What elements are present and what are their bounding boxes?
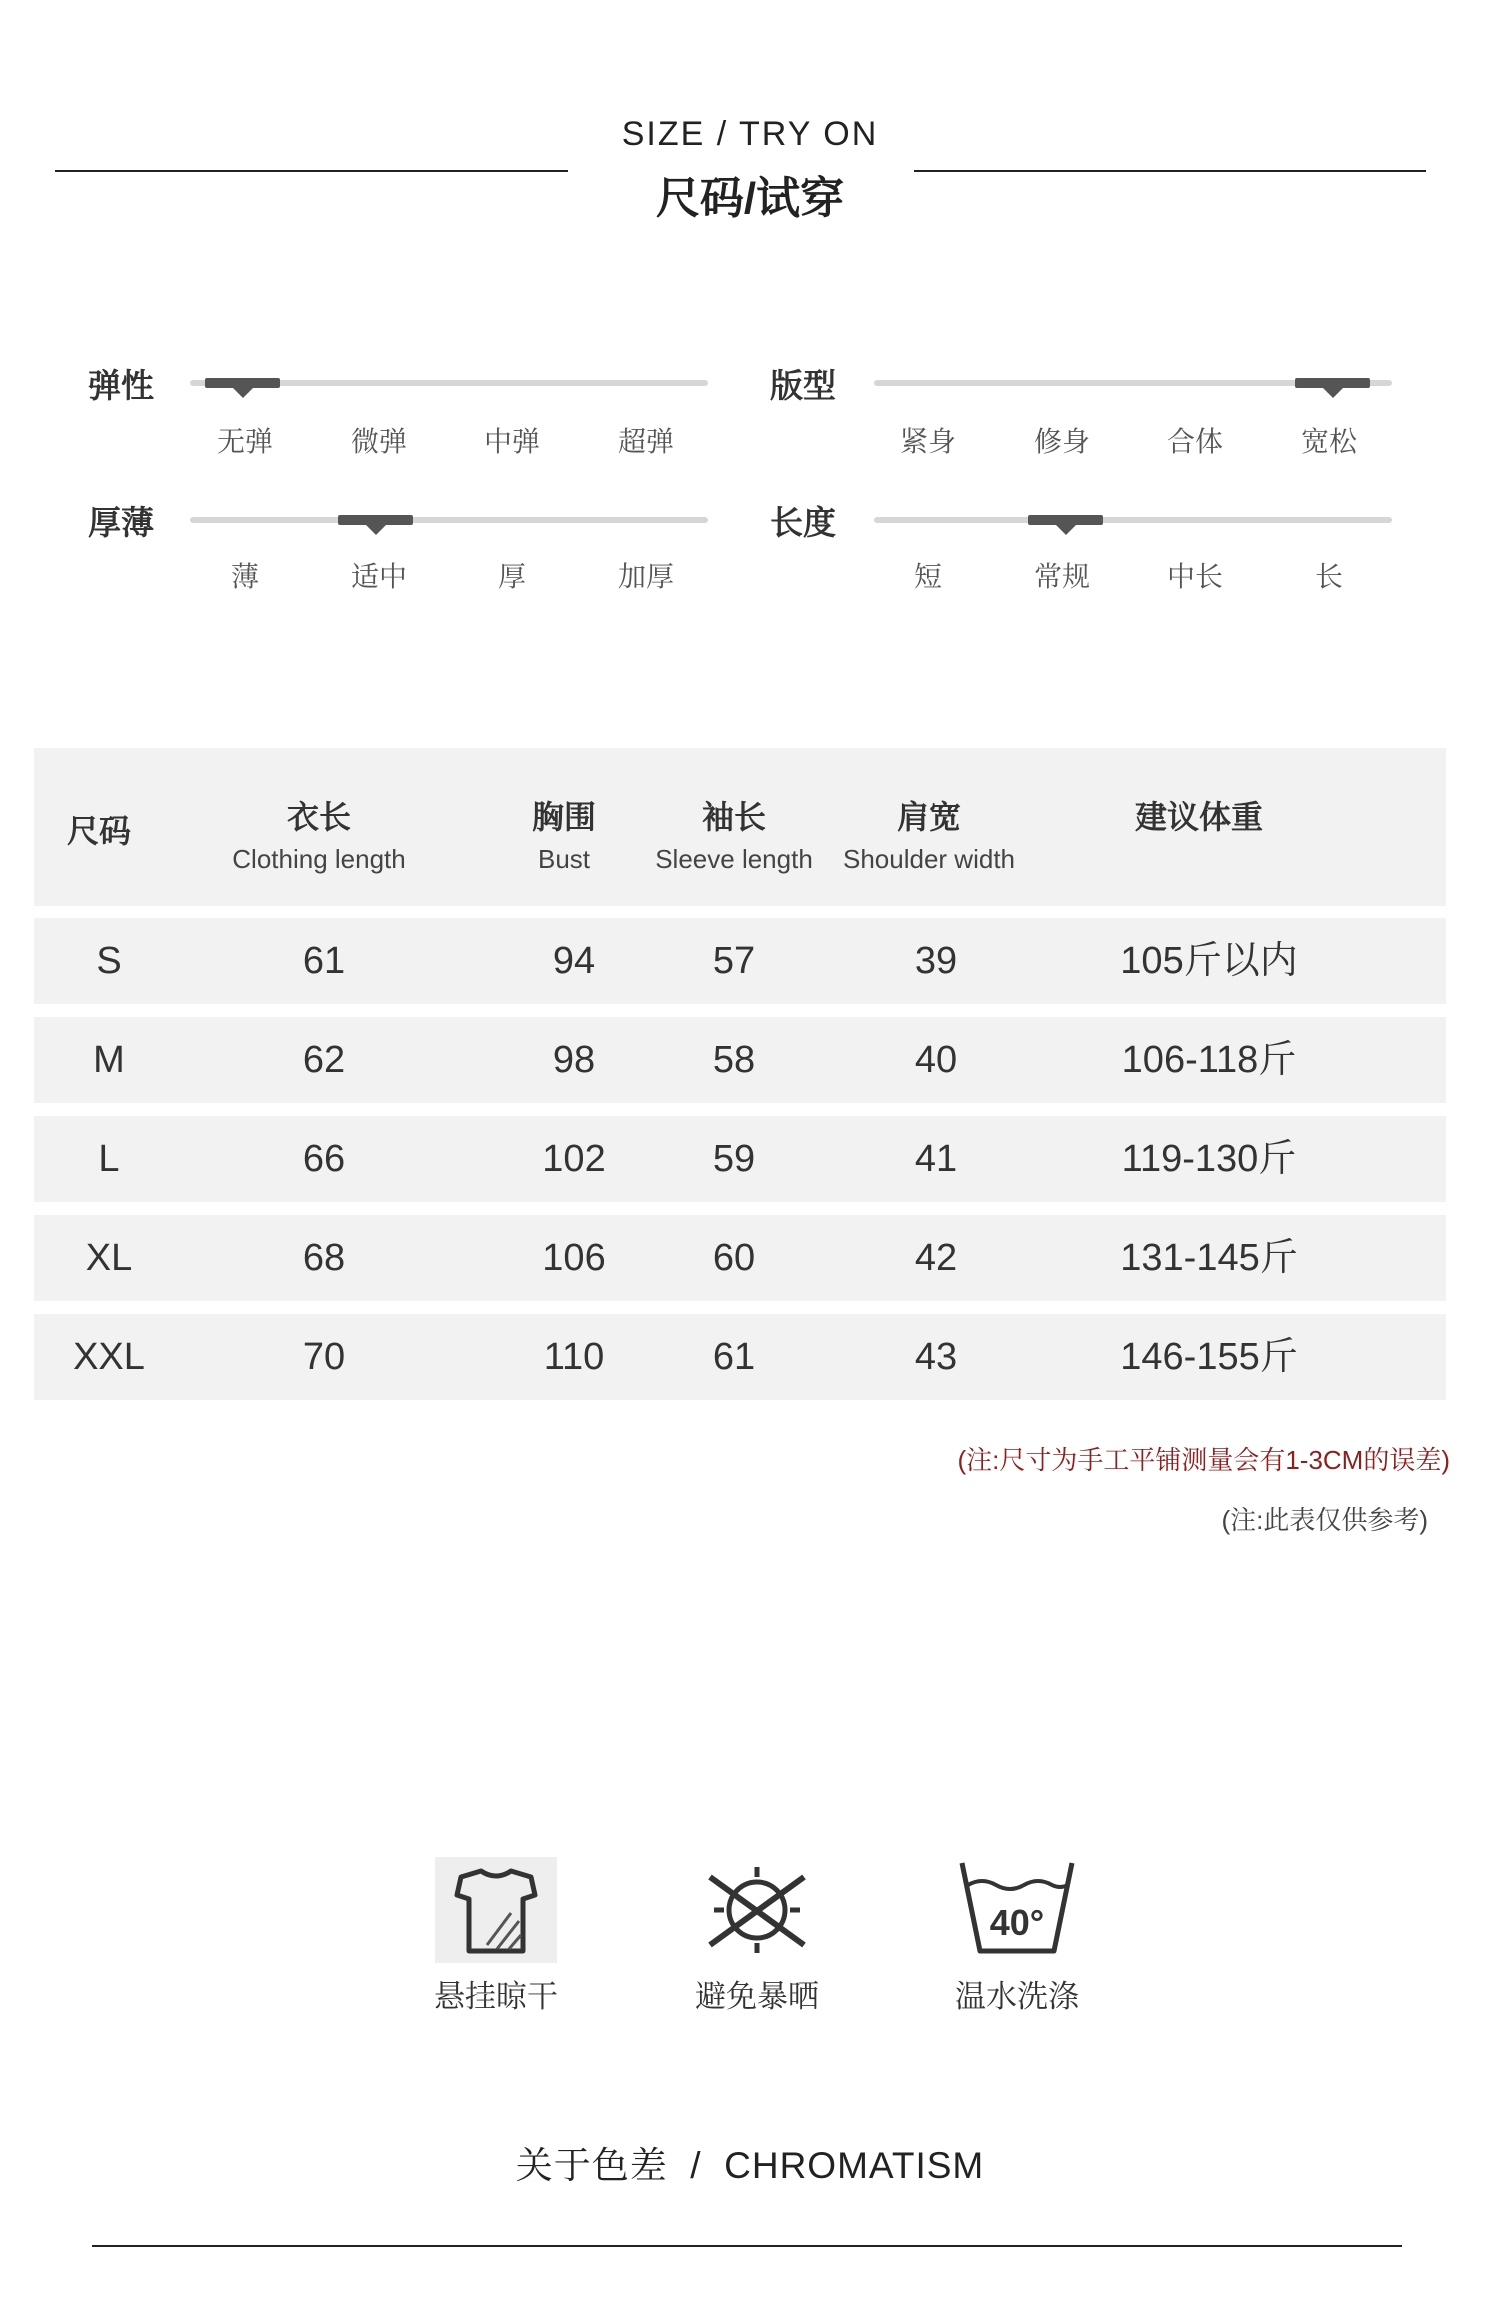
attribute-option: 加厚 — [617, 561, 674, 592]
cell-weight: 131-145斤 — [1120, 1237, 1298, 1279]
column-header-en: Bust — [537, 844, 591, 874]
attribute-label: 版型 — [770, 367, 836, 404]
cell-size: XL — [85, 1237, 133, 1279]
attribute-option: 修身 — [1033, 426, 1090, 457]
column-header-cn: 胸围 — [531, 799, 596, 835]
attribute-option: 紧身 — [899, 426, 956, 457]
care-hang-dry — [416, 1855, 576, 2016]
cell-sleeve: 61 — [712, 1336, 756, 1378]
table-row — [34, 1215, 1446, 1301]
attribute-option: 中弹 — [483, 426, 540, 457]
attribute-option: 常规 — [1033, 561, 1090, 592]
column-header-cn: 衣长 — [286, 799, 351, 835]
attribute-marker — [1028, 515, 1103, 525]
cell-shoulder: 43 — [914, 1336, 958, 1378]
section-title-en: SIZE / TRY ON — [621, 115, 879, 153]
cell-bust: 110 — [543, 1336, 605, 1378]
cell-length: 68 — [302, 1237, 346, 1279]
table-row — [34, 918, 1446, 1004]
attribute-option: 长 — [1314, 561, 1343, 592]
attribute-option: 合体 — [1166, 426, 1223, 457]
column-header-bust — [494, 792, 634, 875]
cell-weight: 146-155斤 — [1120, 1336, 1298, 1378]
care-label: 避免暴晒 — [695, 1979, 819, 2014]
attribute-track — [190, 517, 708, 523]
reference-note: (注:此表仅供参考) — [1221, 1505, 1428, 1535]
cell-length: 70 — [302, 1336, 346, 1378]
column-header-en: Clothing length — [232, 844, 406, 874]
attribute-track — [874, 517, 1392, 523]
attribute-marker — [205, 378, 280, 388]
cell-bust: 98 — [552, 1039, 596, 1081]
column-header-cn: 袖长 — [701, 799, 766, 835]
table-row — [34, 1116, 1446, 1202]
attribute-marker — [1295, 378, 1370, 388]
attribute-option: 中长 — [1166, 561, 1223, 592]
chromatism-title: 关于色差 / CHROMATISM — [515, 2145, 985, 2186]
cell-bust: 102 — [542, 1138, 606, 1180]
attribute-option: 超弹 — [617, 426, 674, 457]
wash-40-icon — [952, 1855, 1082, 1965]
attribute-option: 厚 — [497, 561, 526, 592]
chromatism-divider — [92, 2245, 1402, 2247]
cell-length: 61 — [302, 940, 346, 982]
attribute-option: 适中 — [350, 561, 407, 592]
column-header-cn: 建议体重 — [1134, 799, 1263, 835]
cell-bust: 106 — [542, 1237, 606, 1279]
cell-size: M — [93, 1039, 125, 1081]
no-sun-icon — [692, 1855, 822, 1965]
section-title-cn: 尺码/试穿 — [655, 174, 845, 223]
attribute-option: 短 — [913, 561, 942, 592]
care-label: 温水洗涤 — [955, 1979, 1079, 2014]
cell-shoulder: 41 — [914, 1138, 958, 1180]
cell-sleeve: 58 — [712, 1039, 756, 1081]
cell-bust: 94 — [552, 940, 596, 982]
attribute-option: 微弹 — [350, 426, 407, 457]
table-row — [34, 1017, 1446, 1103]
cell-length: 66 — [302, 1138, 346, 1180]
column-header-weight — [1074, 792, 1324, 838]
attribute-label: 长度 — [770, 504, 836, 541]
attribute-label: 弹性 — [88, 367, 154, 404]
attribute-marker — [338, 515, 413, 525]
cell-shoulder: 39 — [914, 940, 958, 982]
attribute-option: 无弹 — [216, 426, 273, 457]
hang-dry-shirt-icon — [431, 1855, 561, 1965]
cell-sleeve: 57 — [712, 940, 756, 982]
cell-weight: 119-130斤 — [1121, 1138, 1297, 1180]
cell-shoulder: 40 — [914, 1039, 958, 1081]
care-no-sun — [677, 1855, 837, 2016]
cell-size: XXL — [73, 1336, 145, 1378]
attribute-option: 宽松 — [1300, 426, 1357, 457]
table-row — [34, 1314, 1446, 1400]
column-header-shoulder — [809, 792, 1049, 875]
cell-sleeve: 59 — [712, 1138, 756, 1180]
cell-shoulder: 42 — [914, 1237, 958, 1279]
cell-size: S — [96, 940, 122, 982]
column-header-size — [44, 806, 154, 852]
size-table-header — [34, 748, 1446, 906]
column-header-en: Shoulder width — [843, 844, 1015, 874]
care-label: 悬挂晾干 — [434, 1979, 558, 2014]
cell-size: L — [98, 1138, 120, 1180]
cell-weight: 105斤以内 — [1120, 940, 1298, 982]
attribute-option: 薄 — [230, 561, 259, 592]
care-warm-wash — [937, 1855, 1097, 2016]
column-header-length — [204, 792, 434, 875]
measure-note: (注:尺寸为手工平铺测量会有1-3CM的误差) — [957, 1445, 1450, 1475]
cell-weight: 106-118斤 — [1121, 1039, 1297, 1081]
attribute-label: 厚薄 — [88, 504, 154, 541]
column-header-cn: 肩宽 — [896, 799, 961, 835]
wash-temp-text: 40° — [989, 1902, 1045, 1943]
column-header-en: Sleeve length — [655, 844, 813, 874]
column-header-cn: 尺码 — [66, 813, 131, 849]
cell-sleeve: 60 — [712, 1237, 756, 1279]
cell-length: 62 — [302, 1039, 346, 1081]
